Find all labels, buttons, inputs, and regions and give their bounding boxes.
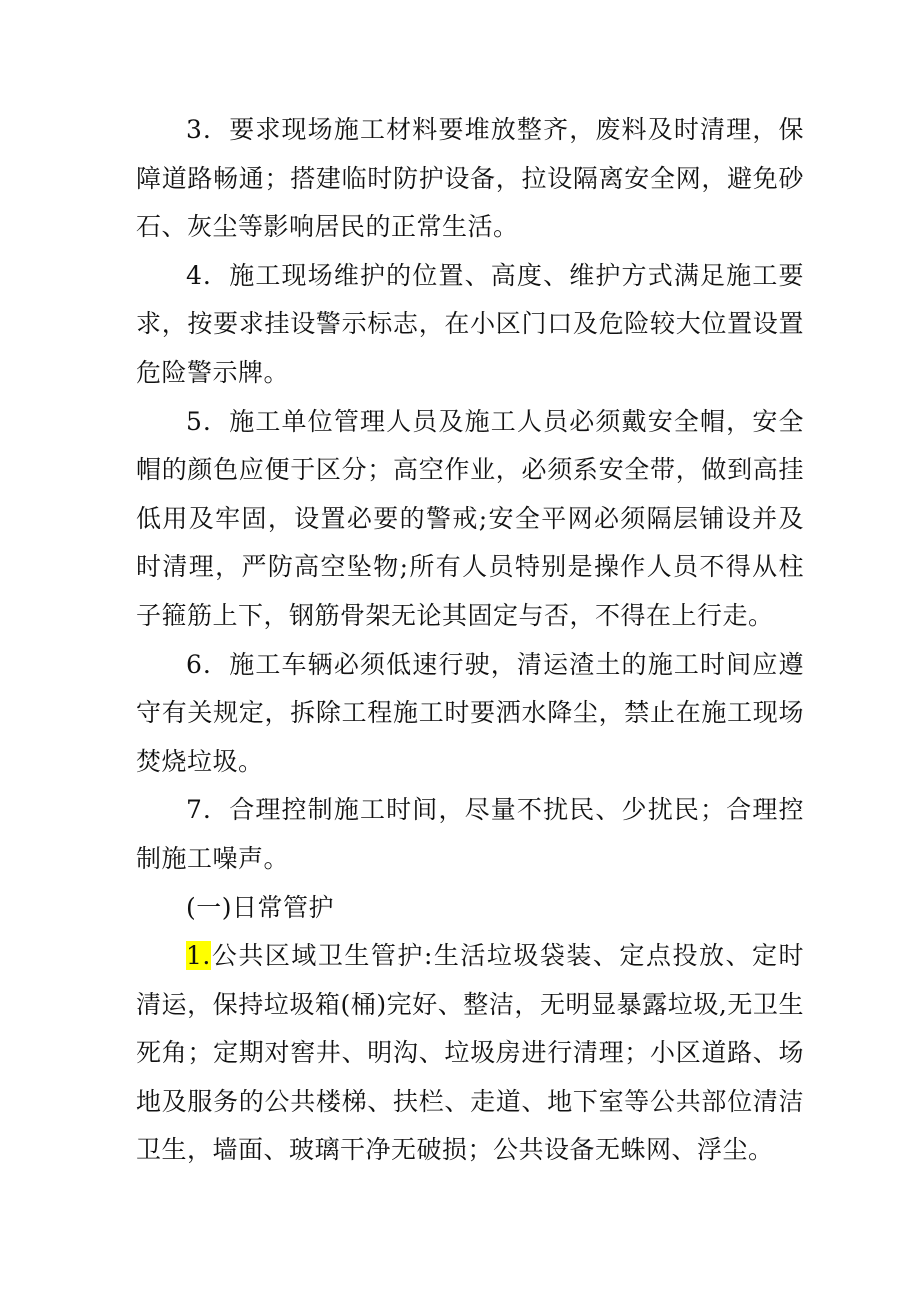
item-text: 公共区域卫生管护:生活垃圾袋装、定点投放、定时清运，保持垃圾箱(桶)完好、整洁，无明显暴露垃圾,无卫生死角；定期对窖井、明沟、垃圾房进行清理；小区道路、场地及服务的公共楼梯、扶栏、走道、地下室等公共部位清洁卫生，墙面、玻璃干净无破损；公共设备无蛛网、浮尘。 bbox=[136, 941, 804, 1165]
paragraph-6 bbox=[136, 641, 804, 787]
item-1 bbox=[136, 932, 804, 1175]
paragraph-number: 3 bbox=[186, 115, 203, 144]
paragraph-text: ．施工现场维护的位置、高度、维护方式满足施工要求，按要求挂设警示标志，在小区门口及危险较大位置设置危险警示牌。 bbox=[136, 260, 804, 387]
section-heading: (一)日常管护 bbox=[186, 892, 335, 922]
paragraph-number: 4 bbox=[186, 260, 203, 290]
item-number-highlighted: 1. bbox=[186, 941, 211, 971]
paragraph-text: ．合理控制施工时间，尽量不扰民、少扰民；合理控制施工噪声。 bbox=[136, 795, 804, 873]
paragraph-number: 7 bbox=[186, 795, 203, 825]
paragraph-text: ．要求现场施工材料要堆放整齐，废料及时清理，保障道路畅通；搭建临时防护设备，拉设隔离安全网，避免砂石、灰尘等影响居民的正常生活。 bbox=[136, 115, 804, 242]
paragraph-text: ．施工车辆必须低速行驶，清运渣土的施工时间应遵守有关规定，拆除工程施工时要洒水降尘，禁止在施工现场焚烧垃圾。 bbox=[136, 649, 804, 776]
paragraph-number: 5 bbox=[186, 406, 203, 436]
document-page bbox=[136, 106, 804, 1175]
paragraph-number: 6 bbox=[186, 649, 203, 679]
paragraph-3 bbox=[136, 106, 804, 252]
paragraph-5 bbox=[136, 398, 804, 641]
paragraph-4 bbox=[136, 252, 804, 398]
paragraph-7 bbox=[136, 786, 804, 883]
paragraph-text: ．施工单位管理人员及施工人员必须戴安全帽，安全帽的颜色应便于区分；高空作业，必须系安全带，做到高挂低用及牢固，设置必要的警戒;安全平网必须隔层铺设并及时清理，严防高空坠物;所有人员特别是操作人员不得从柱子箍筋上下，钢筋骨架无论其固定与否，不得在上行走。 bbox=[136, 406, 804, 630]
